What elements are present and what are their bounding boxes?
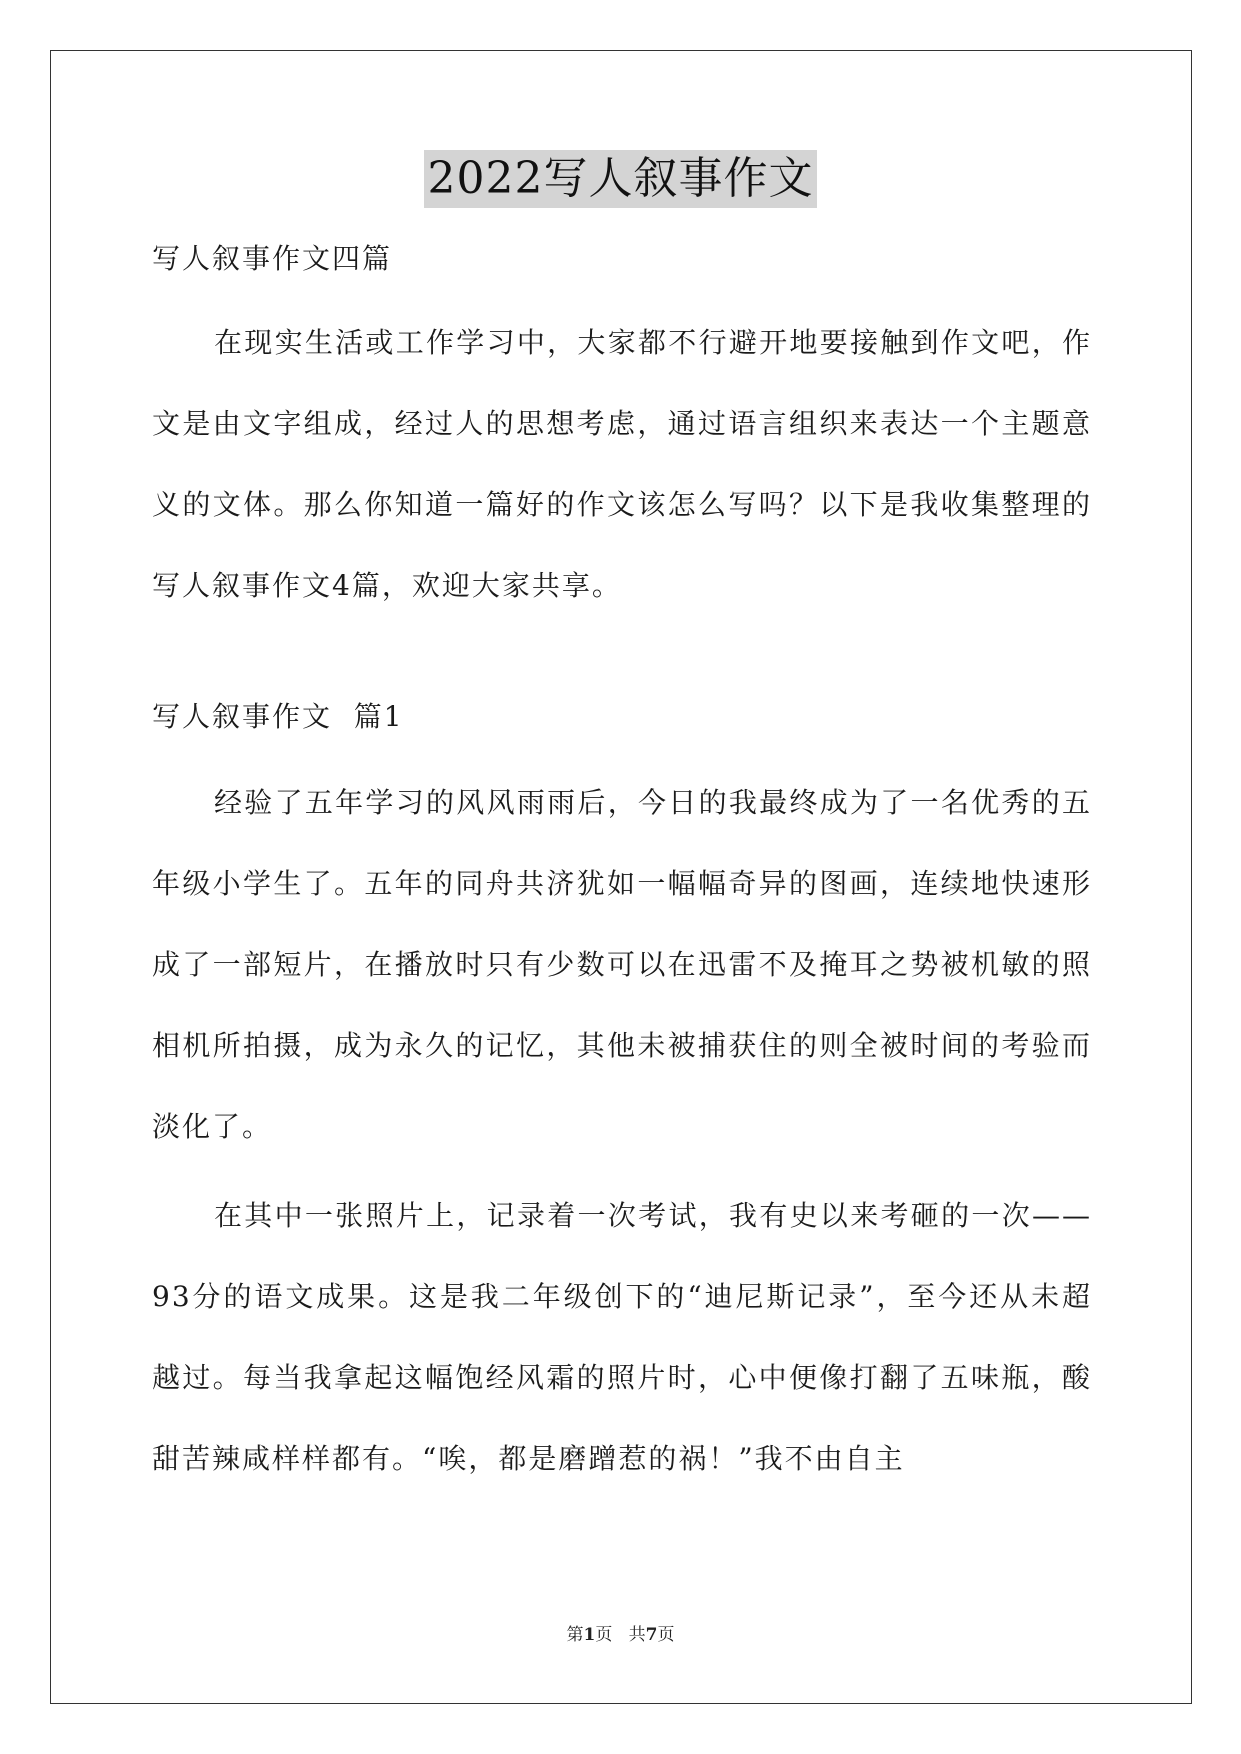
title-container bbox=[0, 150, 1241, 208]
page-number-footer bbox=[0, 1620, 1241, 1645]
body-paragraph: 在其中一张照片上，记录着一次考试，我有史以来考砸的一次——93分的语文成果。这是我二年级创下的“迪尼斯记录”，至今还从未超越过。每当我拿起这幅饱经风霜的照片时，心中便像打翻了五味瓶，酸甜苦辣咸样样都有。“唉，都是磨蹭惹的祸！”我不由自主 bbox=[152, 1199, 1092, 1475]
body-paragraph: 经验了五年学习的风风雨雨后，今日的我最终成为了一名优秀的五年级小学生了。五年的同舟共济犹如一幅幅奇异的图画，连续地快速形成了一部短片，在播放时只有少数可以在迅雷不及掩耳之势被机敏的照相机所拍摄，成为永久的记忆，其他未被捕获住的则全被时间的考验而淡化了。 bbox=[152, 786, 1092, 1143]
document-subtitle: 写人叙事作文四篇 bbox=[152, 242, 393, 275]
document-body bbox=[152, 232, 1092, 1499]
page-mid: 页 共 bbox=[595, 1625, 646, 1645]
page-prefix: 第 bbox=[566, 1625, 584, 1645]
section-heading: 写人叙事作文 篇1 bbox=[152, 700, 404, 733]
document-title: 2022写人叙事作文 bbox=[424, 150, 818, 208]
intro-paragraph: 在现实生活或工作学习中，大家都不行避开地要接触到作文吧，作文是由文字组成，经过人的思想考虑，通过语言组织来表达一个主题意义的文体。那么你知道一篇好的作文该怎么写吗？以下是我收集整理的写人叙事作文4篇，欢迎大家共享。 bbox=[152, 326, 1092, 602]
page-suffix: 页 bbox=[657, 1625, 675, 1645]
total-page-number: 7 bbox=[645, 1625, 658, 1645]
current-page-number: 1 bbox=[583, 1625, 596, 1645]
